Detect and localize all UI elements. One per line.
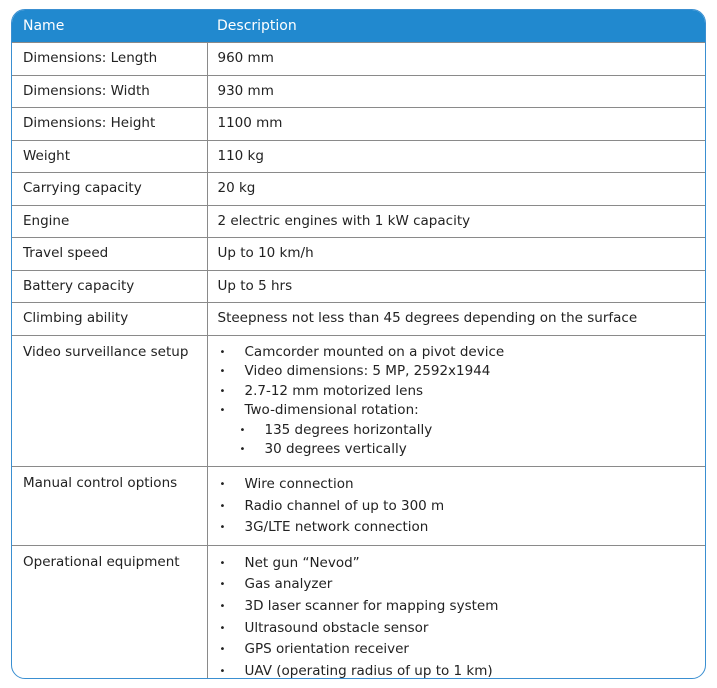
list-item-text: Wire connection [244, 476, 354, 493]
table-row [12, 173, 705, 206]
list-item-text: Net gun “Nevod” [244, 554, 360, 571]
bullet-icon: • [219, 644, 226, 656]
table-row [12, 140, 705, 173]
bullet-icon: • [219, 500, 226, 512]
table-row-equipment [12, 545, 705, 679]
bullet-icon: • [219, 522, 226, 534]
list-item [218, 401, 706, 421]
manual-list [218, 474, 706, 539]
table-row [12, 238, 705, 271]
row-value-list [207, 335, 705, 467]
bullet-icon: • [219, 557, 226, 569]
list-item [218, 618, 706, 640]
row-value-list [207, 467, 705, 546]
table-row [12, 205, 705, 238]
list-item [218, 382, 706, 402]
header-name: Name [12, 10, 207, 43]
table-row [12, 303, 705, 336]
bullet-icon: • [219, 385, 226, 397]
row-value: 1100 mm [207, 108, 705, 141]
bullet-icon: • [239, 424, 246, 436]
list-item [218, 553, 706, 575]
row-name: Dimensions: Length [12, 43, 207, 76]
row-name: Battery capacity [12, 270, 207, 303]
spec-table [12, 10, 705, 679]
list-item-text: 2.7-12 mm motorized lens [244, 382, 424, 399]
list-item [218, 661, 706, 679]
table-row [12, 108, 705, 141]
bullet-icon: • [219, 601, 226, 613]
bullet-icon: • [219, 622, 226, 634]
table-row-manual [12, 467, 705, 546]
list-item [218, 596, 706, 618]
table-row [12, 75, 705, 108]
row-name: Carrying capacity [12, 173, 207, 206]
row-name: Manual control options [12, 467, 207, 546]
row-value: 2 electric engines with 1 kW capacity [207, 205, 705, 238]
list-item-text: Radio channel of up to 300 m [244, 497, 445, 514]
list-item-text: Ultrasound obstacle sensor [244, 619, 429, 636]
row-name: Dimensions: Width [12, 75, 207, 108]
spec-table-frame [11, 9, 706, 679]
list-item-text: UAV (operating radius of up to 1 km) [244, 662, 493, 679]
row-value: Up to 5 hrs [207, 270, 705, 303]
list-item [218, 517, 706, 539]
list-item [218, 474, 706, 496]
row-name: Travel speed [12, 238, 207, 271]
list-item-text: 3D laser scanner for mapping system [244, 598, 499, 615]
list-item-text: 30 degrees vertically [264, 441, 407, 458]
row-value-list [207, 545, 705, 679]
row-name: Video surveillance setup [12, 335, 207, 467]
row-value: 20 kg [207, 173, 705, 206]
equipment-list [218, 553, 706, 679]
sub-list-item [218, 421, 706, 441]
list-item [218, 639, 706, 661]
row-name: Climbing ability [12, 303, 207, 336]
row-value: Steepness not less than 45 degrees depending on the surface [207, 303, 705, 336]
bullet-icon: • [219, 579, 226, 591]
sub-list-item [218, 440, 706, 460]
header-description: Description [207, 10, 705, 43]
row-name: Dimensions: Height [12, 108, 207, 141]
list-item [218, 343, 706, 363]
bullet-icon: • [219, 479, 226, 491]
list-item-text: Video dimensions: 5 MP, 2592x1944 [244, 363, 491, 380]
row-name: Operational equipment [12, 545, 207, 679]
list-item [218, 362, 706, 382]
list-item-text: Camcorder mounted on a pivot device [244, 343, 505, 360]
table-row-video [12, 335, 705, 467]
bullet-icon: • [219, 665, 226, 677]
row-value: 960 mm [207, 43, 705, 76]
video-list [218, 343, 706, 461]
row-value: 110 kg [207, 140, 705, 173]
list-item [218, 496, 706, 518]
list-item-text: 135 degrees horizontally [264, 421, 433, 438]
bullet-icon: • [219, 366, 226, 378]
list-item-text: GPS orientation receiver [244, 641, 409, 658]
list-item-text: 3G/LTE network connection [244, 519, 429, 536]
list-item [218, 574, 706, 596]
list-item-text: Gas analyzer [244, 576, 333, 593]
table-row [12, 43, 705, 76]
bullet-icon: • [219, 346, 226, 358]
bullet-icon: • [239, 444, 246, 456]
row-value: Up to 10 km/h [207, 238, 705, 271]
list-item-text: Two-dimensional rotation: [244, 402, 419, 419]
table-header-row [12, 10, 705, 43]
row-name: Weight [12, 140, 207, 173]
bullet-icon: • [219, 405, 226, 417]
table-row [12, 270, 705, 303]
row-name: Engine [12, 205, 207, 238]
row-value: 930 mm [207, 75, 705, 108]
